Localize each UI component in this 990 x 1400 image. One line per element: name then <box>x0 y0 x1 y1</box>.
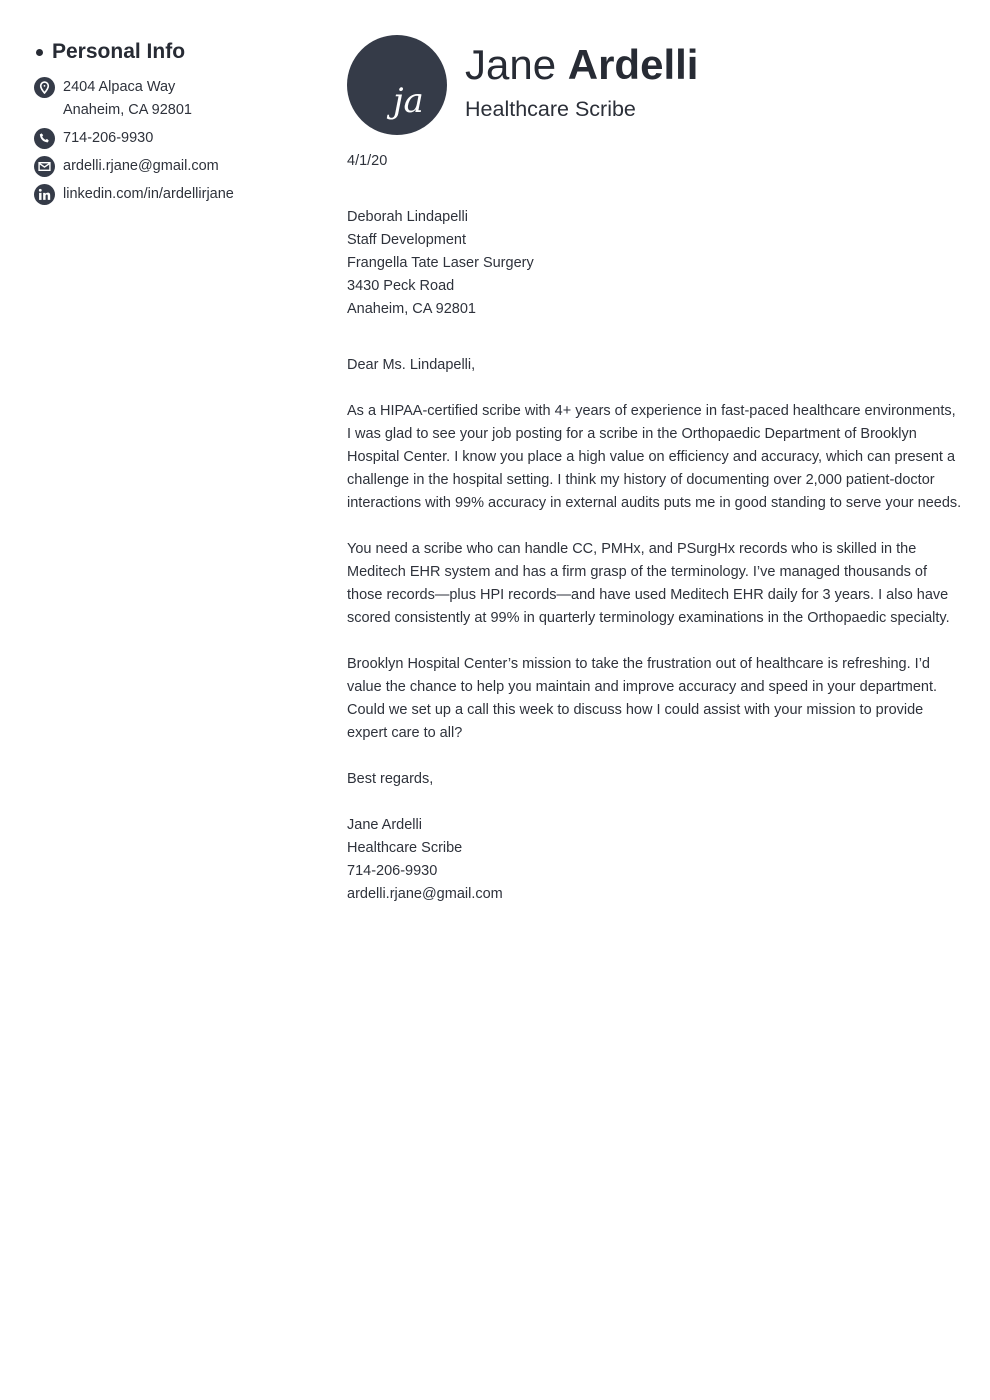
location-pin-icon <box>34 77 55 98</box>
signature-email: ardelli.rjane@gmail.com <box>347 886 503 902</box>
paragraph-body: You need a scribe who can handle CC, PMHx, and PSurgHx records who is skilled in the Meditech EHR system and has a firm grasp of the terminology. I’ve managed thousands of those records—plus HPI records—and have used Meditech EHR daily for 3 years. I also have scored consistently at 99% in quarterly terminology examinations in the Orthopaedic specialty. <box>347 541 950 626</box>
applicant-name <box>465 41 698 89</box>
closing: Best regards, <box>347 771 434 787</box>
contact-phone <box>34 127 314 150</box>
signature-name: Jane Ardelli <box>347 817 422 833</box>
job-title: Healthcare Scribe <box>465 97 636 121</box>
bullet-icon <box>36 49 43 56</box>
signature-title: Healthcare Scribe <box>347 840 463 856</box>
phone-number[interactable]: 714-206-9930 <box>63 130 154 146</box>
address-line-2: Anaheim, CA 92801 <box>63 102 192 118</box>
recipient-city: Anaheim, CA 92801 <box>347 301 476 317</box>
personal-info-heading <box>34 38 314 66</box>
linkedin-icon <box>34 184 55 205</box>
contact-list <box>34 76 314 206</box>
cover-letter <box>347 35 962 906</box>
recipient-name: Deborah Lindapelli <box>347 209 468 225</box>
section-title-text: Personal Info <box>52 40 186 63</box>
contact-linkedin <box>34 183 314 206</box>
paragraph-closing: Brooklyn Hospital Center’s mission to take the frustration out of healthcare is refreshing. I’d value the chance to help you maintain and improve accuracy and speed in your department. Could we set up a call this week to discuss how I could assist with your mission to provide expert care to all? <box>347 656 938 741</box>
name-block <box>465 41 698 122</box>
signature-block <box>347 814 962 906</box>
signature-phone: 714-206-9930 <box>347 863 438 879</box>
first-name: Jane <box>465 41 557 88</box>
avatar-initials: ja <box>393 81 424 121</box>
email-address[interactable]: ardelli.rjane@gmail.com <box>63 158 219 174</box>
letter-date: 4/1/20 <box>347 153 388 169</box>
phone-icon <box>34 128 55 149</box>
email-icon <box>34 156 55 177</box>
recipient-block <box>347 206 962 321</box>
recipient-department: Staff Development <box>347 232 467 248</box>
letter-body <box>347 150 962 906</box>
salutation: Dear Ms. Lindapelli, <box>347 357 476 373</box>
contact-email <box>34 155 314 178</box>
address-line-1: 2404 Alpaca Way <box>63 79 176 95</box>
linkedin-url[interactable]: linkedin.com/in/ardellirjane <box>63 186 234 202</box>
contact-address <box>34 76 314 122</box>
paragraph-intro: As a HIPAA-certified scribe with 4+ years of experience in fast-paced healthcare environments, I was glad to see your job posting for a scribe in the Orthopaedic Department of Brooklyn Hospital Center. I know you place a high value on efficiency and accuracy, which can present a challenge in the hospital setting. I think my history of documenting over 2,000 patient-doctor interactions with 99% accuracy in external audits puts me in good standing to serve your needs. <box>347 403 962 511</box>
last-name: Ardelli <box>567 41 699 88</box>
recipient-company: Frangella Tate Laser Surgery <box>347 255 534 271</box>
letter-header <box>347 35 962 135</box>
sidebar <box>34 38 314 211</box>
avatar <box>347 35 447 135</box>
recipient-street: 3430 Peck Road <box>347 278 455 294</box>
